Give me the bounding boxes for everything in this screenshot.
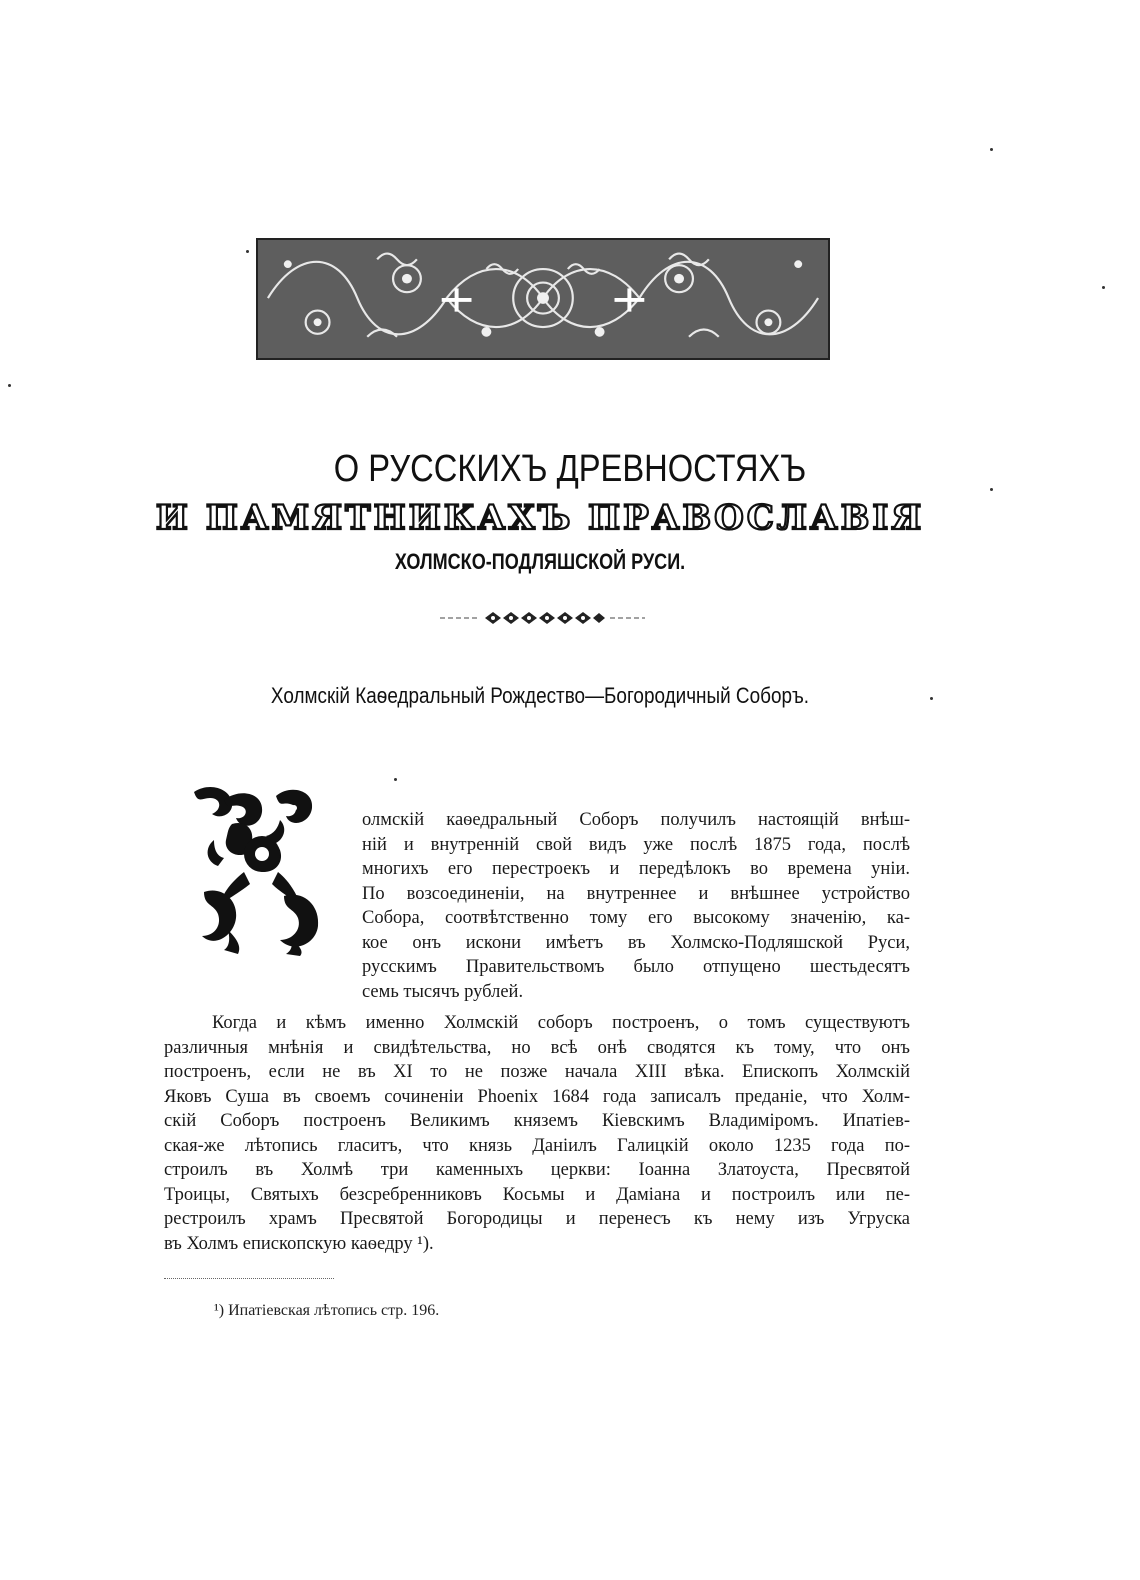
body-line: Троицы, Святыхъ безсребренниковъ Косьмы и Даміана и построилъ или пе- <box>164 1184 910 1205</box>
intro-paragraph <box>362 808 910 1004</box>
intro-line: кое онъ искони имѣетъ въ Холмско-Подляшской Руси, <box>362 932 910 953</box>
print-speck <box>1102 286 1105 289</box>
body-line: построенъ, если не въ XI то не позже начала XIII вѣка. Епископъ Холмскій <box>164 1062 910 1082</box>
print-speck <box>990 148 993 151</box>
title-line-3: ХОЛМСКО-ПОДЛЯШСКОЙ РУСИ. <box>394 549 686 574</box>
print-speck <box>8 384 11 387</box>
print-speck <box>246 250 249 253</box>
intro-line: По возсоединеніи, на внутреннее и внѣшнее устройство <box>362 883 910 904</box>
intro-line: ній и внутренній свой видъ уже послѣ 1875 года, послѣ <box>362 834 910 855</box>
body-line: ская-же лѣтопись гласитъ, что князь Даніилъ Галицкій около 1235 года по- <box>164 1135 910 1156</box>
body-line: скій Соборъ построенъ Великимъ княземъ Кіевскимъ Владиміромъ. Ипатіев- <box>164 1111 910 1131</box>
footnote-separator <box>164 1278 334 1279</box>
body-line: Когда и кѣмъ именно Холмскій соборъ построенъ, о томъ существуютъ <box>212 1013 910 1033</box>
body-line: различныя мнѣнія и свидѣтельства, но всѣ онѣ сводятся къ тому, что онъ <box>164 1037 910 1058</box>
intro-line: многихъ его перестроекъ и передѣлокъ во времена уніи. <box>362 859 910 879</box>
intro-line: русскимъ Правительствомъ было отпущено шестьдесятъ <box>362 957 910 977</box>
intro-line: Собора, соотвѣтственно тому его высокому значенію, ка- <box>362 908 910 928</box>
body-paragraph <box>164 1011 910 1256</box>
footnote: ¹) Ипатіевская лѣтопись стр. 196. <box>214 1302 440 1319</box>
body-line: строилъ въ Холмѣ три каменныхъ церкви: Іоанна Златоуста, Пресвятой <box>164 1160 910 1180</box>
print-speck <box>930 697 933 700</box>
intro-line: семь тысячъ рублей. <box>362 981 524 1002</box>
intro-line: олмскій каѳедральный Соборъ получилъ настоящій внѣш- <box>362 810 910 830</box>
body-line: въ Холмъ епископскую каѳедру ¹). <box>164 1233 434 1254</box>
title-line-1: О РУССКИХЪ ДРЕВНОСТЯХЪ <box>333 448 807 490</box>
ornamental-headpiece <box>256 238 830 360</box>
floral-ornament-icon <box>258 240 828 358</box>
print-speck <box>990 488 993 491</box>
title-line-2: И ПАМЯТНИКАХЪ ПРАВОСЛАВІЯ <box>155 498 925 538</box>
decorated-drop-cap-icon <box>184 780 324 956</box>
body-line: Яковъ Суша въ своемъ сочиненіи Phoenix 1684 года записалъ преданіе, что Холм- <box>164 1086 910 1107</box>
print-speck <box>394 778 397 781</box>
body-line: рестроилъ храмъ Пресвятой Богородицы и перенесъ къ нему изъ Угруска <box>164 1209 910 1229</box>
ornamental-divider-icon <box>440 608 645 628</box>
section-heading: Холмскій Каѳедральный Рождество—Богородичный Соборъ. <box>270 683 810 708</box>
